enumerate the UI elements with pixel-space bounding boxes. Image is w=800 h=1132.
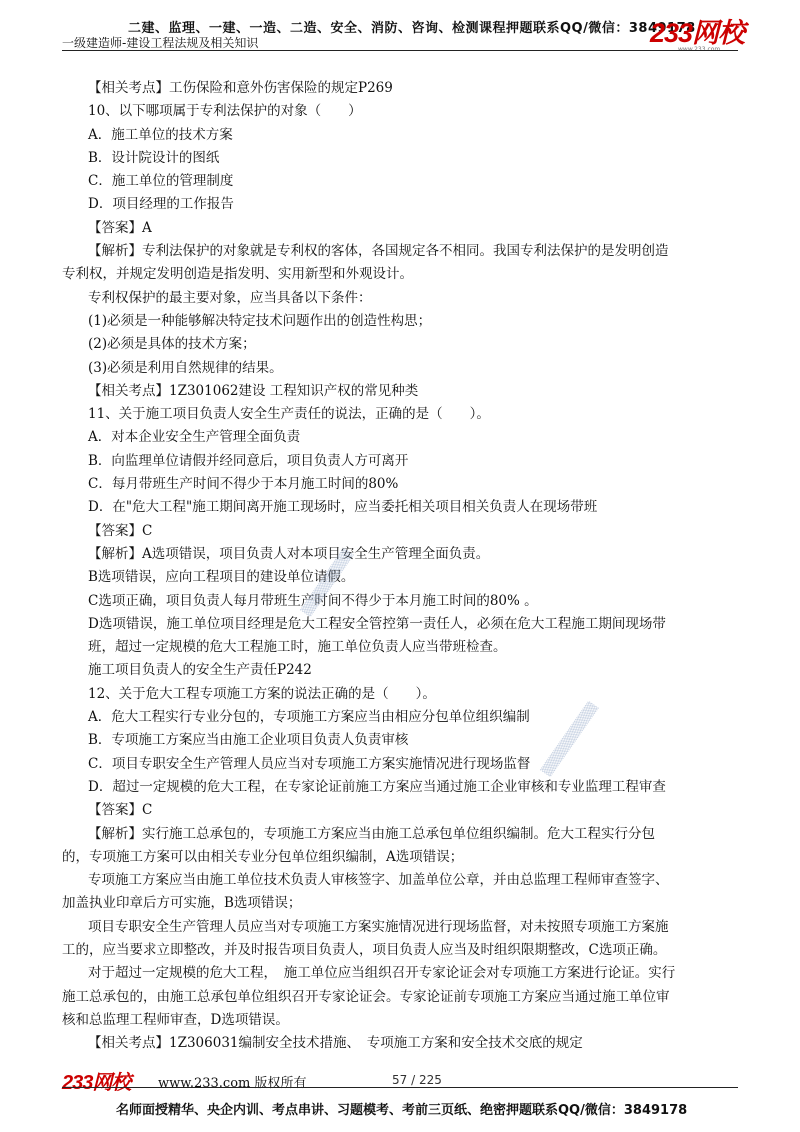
text-line: D．项目经理的工作报告 (88, 196, 234, 213)
text-line: 专项施工方案应当由施工单位技术负责人审核签字、加盖单位公章，并由总监理工程师审查签字、 (88, 872, 669, 889)
footer-logo: 233网校 (62, 1072, 131, 1094)
text-line: 施工总承包的，由施工总承包单位组织召开专家论证会。专家论证前专项施工方案应当通过施工单位审 (62, 988, 670, 1005)
text-line: C．施工单位的管理制度 (88, 173, 234, 190)
text-line: 专利权保护的最主要对象，应当具备以下条件： (88, 289, 372, 306)
logo-text: 233网校 (650, 18, 745, 48)
text-line: A．施工单位的技术方案 (88, 126, 233, 143)
text-line: 【相关考点】工伤保险和意外伤害保险的规定P269 (88, 80, 393, 96)
text-line: (2)必须是具体的技术方案； (88, 336, 256, 353)
text-line: 【相关考点】1Z306031编制安全技术措施、 专项施工方案和安全技术交底的规定 (88, 1035, 583, 1052)
footer-copyright: www.233.com 版权所有 (158, 1076, 307, 1091)
text-line: 专利权，并规定发明创造是指发明、实用新型和外观设计。 (62, 266, 413, 283)
watermark: ▒▒▒▒▒▒▒▒▒ (300, 547, 355, 618)
logo-url: www.233.com (678, 46, 721, 53)
text-line: 项目专职安全生产管理人员应当对专项施工方案实施情况进行现场监督，对未按照专项施工方案施 (88, 918, 669, 935)
page-number: 57 / 225 (392, 1073, 442, 1087)
text-line: 核和总监理工程师审查，D选项错误。 (62, 1011, 289, 1028)
text-line: 【答案】C (88, 522, 153, 539)
text-line: B．专项施工方案应当由施工企业项目负责人负责审核 (88, 732, 409, 749)
header-promo-line: 二建、监理、一建、一造、二造、安全、消防、咨询、检测课程押题联系QQ/微信：3849178 (128, 21, 696, 36)
text-line: A．对本企业安全生产管理全面负责 (88, 429, 301, 446)
text-line: 施工项目负责人的安全生产责任P242 (88, 662, 312, 679)
header-logo (650, 18, 750, 54)
text-line: 的，专项施工方案可以由相关专业分包单位组织编制，A选项错误； (62, 848, 464, 865)
text-line: 11、关于施工项目负责人安全生产责任的说法，正确的是（ ）。 (88, 406, 490, 423)
footer-divider (62, 1087, 738, 1088)
text-line: B选项错误，应向工程项目的建设单位请假。 (88, 569, 355, 586)
document-body (62, 77, 748, 1055)
text-line: 【解析】实行施工总承包的，专项施工方案应当由施工总承包单位组织编制。危大工程实行分包 (88, 825, 655, 842)
footer-promo-line: 名师面授精华、央企内训、考点串讲、习题模考、考前三页纸、绝密押题联系QQ/微信：3849178 (116, 1103, 688, 1118)
text-line: 10、以下哪项属于专利法保护的对象（ ） (88, 103, 362, 120)
text-line: (1)必须是一种能够解决特定技术问题作出的创造性构思； (88, 312, 432, 329)
text-line: D．在"危大工程"施工期间离开施工现场时，应当委托相关项目相关负责人在现场带班 (88, 499, 598, 516)
text-line: B．设计院设计的图纸 (88, 149, 220, 166)
text-line: 【解析】专利法保护的对象就是专利权的客体，各国规定各不相同。我国专利法保护的是发明创造 (88, 243, 669, 260)
text-line: C选项正确，项目负责人每月带班生产时间不得少于本月施工时间的80% 。 (88, 592, 538, 609)
text-line: 12、关于危大工程专项施工方案的说法正确的是（ ）。 (88, 685, 436, 702)
header-divider (62, 50, 738, 51)
text-line: D选项错误，施工单位项目经理是危大工程安全管控第一责任人，必须在危大工程施工期间现场带 (88, 615, 666, 632)
text-line: C．每月带班生产时间不得少于本月施工时间的80% (88, 476, 399, 493)
text-line: 工的，应当要求立即整改，并及时报告项目负责人，项目负责人应当及时组织限期整改，C选项正确。 (62, 941, 667, 958)
text-line: B．向监理单位请假并经同意后，项目负责人方可离开 (88, 452, 409, 469)
text-line: (3)必须是利用自然规律的结果。 (88, 359, 283, 376)
text-line: 【解析】A选项错误，项目负责人对本项目安全生产管理全面负责。 (88, 545, 490, 562)
document-subtitle: 一级建造师-建设工程法规及相关知识 (62, 36, 259, 50)
text-line: 【答案】C (88, 802, 153, 819)
text-line: 对于超过一定规模的危大工程， 施工单位应当组织召开专家论证会对专项施工方案进行论证。实行 (88, 965, 676, 982)
text-line: 加盖执业印章后方可实施，B选项错误； (62, 895, 302, 912)
text-line: 【相关考点】1Z301062建设 工程知识产权的常见种类 (88, 382, 419, 399)
text-line: C．项目专职安全生产管理人员应当对专项施工方案实施情况进行现场监督 (88, 755, 531, 772)
text-line: 班，超过一定规模的危大工程施工时，施工单位负责人应当带班检查。 (88, 639, 507, 656)
text-line: 【答案】A (88, 219, 152, 236)
watermark: ▒▒▒▒▒▒▒▒▒▒ (540, 700, 600, 778)
text-line: A．危大工程实行专业分包的，专项施工方案应当由相应分包单位组织编制 (88, 709, 530, 726)
text-line: D．超过一定规模的危大工程，在专家论证前施工方案应当通过施工企业审核和专业监理工程审查 (88, 778, 666, 795)
